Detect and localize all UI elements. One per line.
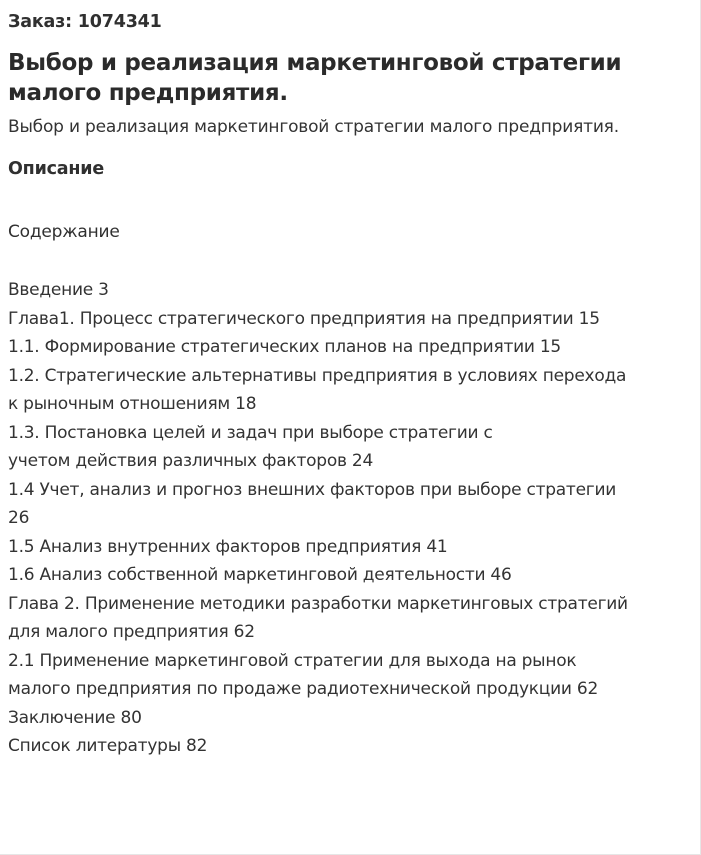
- toc-line: 2.1 Применение маркетинговой стратегии для выхода на рынок: [8, 650, 577, 671]
- toc-line: 1.6 Анализ собственной маркетинговой деятельности 46: [8, 565, 512, 585]
- description-heading: Описание: [8, 159, 105, 179]
- toc-line: Глава 2. Применение методики разработки маркетинговых стратегий: [8, 593, 628, 614]
- toc-line: 1.2. Стратегические альтернативы предприятия в условиях перехода: [8, 365, 627, 386]
- toc-line: 1.1. Формирование стратегических планов на предприятии 15: [8, 337, 561, 357]
- toc-line: 26: [8, 508, 30, 528]
- order-number: Заказ: 1074341: [8, 12, 162, 32]
- toc-line: 1.5 Анализ внутренних факторов предприятия 41: [8, 536, 448, 557]
- toc-line: Введение 3: [8, 280, 109, 300]
- toc-line: к рыночным отношениям 18: [8, 394, 257, 414]
- contents-label: Содержание: [8, 222, 120, 242]
- toc-line: для малого предприятия 62: [8, 622, 255, 642]
- toc-line: 1.4 Учет, анализ и прогноз внешних факторов при выборе стратегии: [8, 479, 617, 500]
- toc-line: 1.3. Постановка целей и задач при выборе стратегии с: [8, 422, 493, 443]
- document-title: Выбор и реализация маркетинговой стратегии малого предприятия.: [8, 50, 622, 106]
- toc-line: Глава1. Процесс стратегического предприятия на предприятии 15: [8, 308, 600, 329]
- toc-line: Заключение 80: [8, 707, 142, 728]
- table-of-contents: [8, 276, 700, 761]
- toc-line: малого предприятия по продаже радиотехнической продукции 62: [8, 679, 599, 699]
- toc-line: учетом действия различных факторов 24: [8, 451, 374, 471]
- toc-line: Список литературы 82: [8, 736, 208, 756]
- document-subtitle: Выбор и реализация маркетинговой стратегии малого предприятия.: [8, 117, 619, 137]
